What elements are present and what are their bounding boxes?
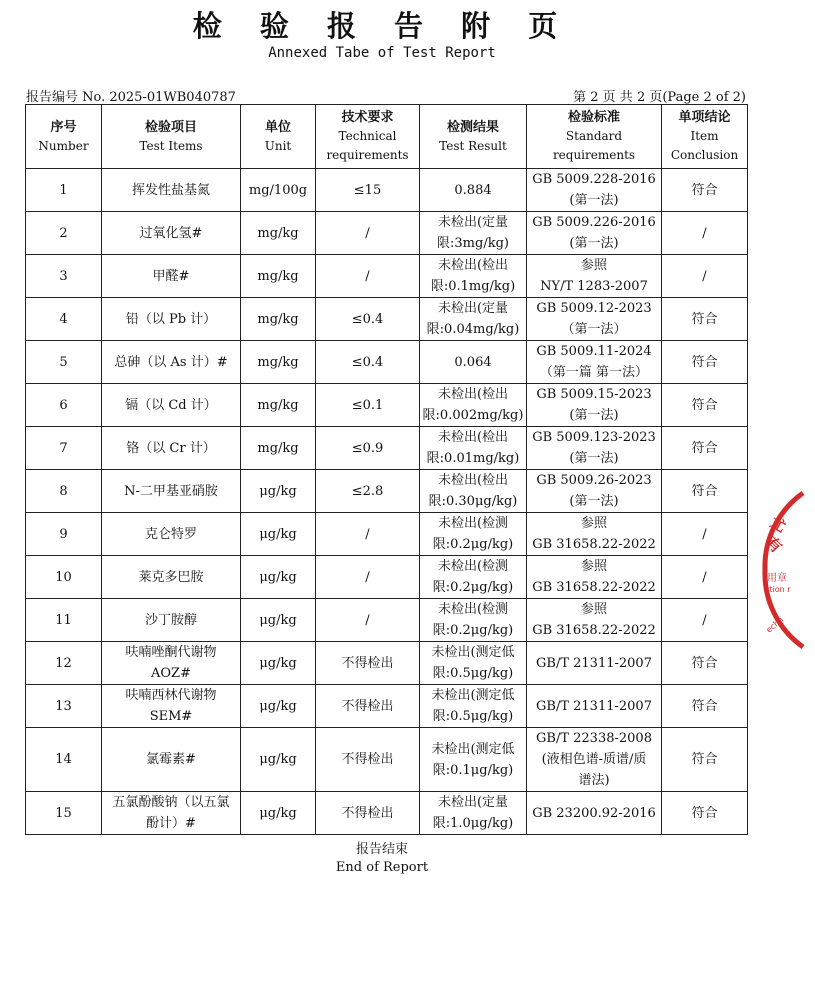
end-of-report-en: End of Report: [335, 860, 429, 875]
cell-number: 9: [26, 513, 102, 556]
cell-standard: GB 23200.92-2016: [527, 792, 662, 835]
cell-unit: μg/kg: [241, 599, 316, 642]
cell-result: 0.884: [420, 169, 527, 212]
cell-number: 3: [26, 255, 102, 298]
cell-standard: GB 5009.228-2016 (第一法): [527, 169, 662, 212]
cell-unit: mg/100g: [241, 169, 316, 212]
svg-text:尤: 尤: [767, 512, 790, 536]
cell-requirement: /: [316, 599, 420, 642]
cell-standard: GB/T 22338-2008 (液相色谱-质谱/质 谱法): [527, 728, 662, 792]
cell-standard: GB 5009.15-2023 (第一法): [527, 384, 662, 427]
cell-requirement: /: [316, 255, 420, 298]
cell-standard: GB 5009.26-2023 (第一法): [527, 470, 662, 513]
cell-requirement: ≤0.4: [316, 341, 420, 384]
cell-requirement: ≤0.1: [316, 384, 420, 427]
end-of-report-zh: 报告结束: [355, 842, 408, 857]
cell-standard: GB 5009.11-2024 （第一篇 第一法）: [527, 341, 662, 384]
table-row: [26, 513, 748, 556]
cell-result: 未检出(检出 限:0.1mg/kg): [420, 255, 527, 298]
report-number: 报告编号 No. 2025-01WB040787: [26, 90, 236, 105]
table-header-row: [26, 105, 748, 169]
cell-requirement: ≤0.9: [316, 427, 420, 470]
cell-standard: 参照 GB 31658.22-2022: [527, 599, 662, 642]
cell-requirement: ≤15: [316, 169, 420, 212]
cell-test-item: 挥发性盐基氮: [102, 169, 241, 212]
cell-number: 15: [26, 792, 102, 835]
table-row: [26, 642, 748, 685]
cell-number: 6: [26, 384, 102, 427]
cell-result: 未检出(测定低 限:0.1μg/kg): [420, 728, 527, 792]
cell-result: 未检出(定量 限:1.0μg/kg): [420, 792, 527, 835]
report-title: 检 验 报 告 附 页: [192, 9, 572, 43]
col-test-items: 检验项目 Test Items: [102, 105, 241, 169]
table-row: [26, 298, 748, 341]
cell-test-item: 过氧化氢#: [102, 212, 241, 255]
seal-stamp: [755, 485, 815, 655]
cell-conclusion: 符合: [662, 642, 748, 685]
cell-unit: μg/kg: [241, 685, 316, 728]
cell-result: 未检出(测定低 限:0.5μg/kg): [420, 642, 527, 685]
cell-standard: 参照 GB 31658.22-2022: [527, 513, 662, 556]
cell-conclusion: /: [662, 556, 748, 599]
col-standard: 检验标准 Standard requirements: [527, 105, 662, 169]
cell-test-item: 甲醛#: [102, 255, 241, 298]
svg-text:有: 有: [762, 533, 786, 557]
cell-requirement: 不得检出: [316, 685, 420, 728]
cell-conclusion: 符合: [662, 792, 748, 835]
cell-standard: 参照 GB 31658.22-2022: [527, 556, 662, 599]
table-row: [26, 341, 748, 384]
cell-conclusion: /: [662, 513, 748, 556]
cell-conclusion: 符合: [662, 728, 748, 792]
cell-result: 未检出(检出 限:0.30μg/kg): [420, 470, 527, 513]
cell-result: 未检出(定量 限:3mg/kg): [420, 212, 527, 255]
cell-result: 未检出(检出 限:0.002mg/kg): [420, 384, 527, 427]
cell-result: 未检出(检测 限:0.2μg/kg): [420, 556, 527, 599]
cell-test-item: 沙丁胺醇: [102, 599, 241, 642]
cell-standard: GB 5009.123-2023 (第一法): [527, 427, 662, 470]
cell-requirement: ≤2.8: [316, 470, 420, 513]
cell-number: 1: [26, 169, 102, 212]
cell-standard: GB 5009.12-2023 （第一法）: [527, 298, 662, 341]
cell-number: 13: [26, 685, 102, 728]
cell-requirement: ≤0.4: [316, 298, 420, 341]
page-info: 第 2 页 共 2 页(Page 2 of 2): [573, 90, 746, 105]
cell-conclusion: /: [662, 212, 748, 255]
cell-result: 未检出(检测 限:0.2μg/kg): [420, 599, 527, 642]
cell-conclusion: 符合: [662, 685, 748, 728]
cell-unit: μg/kg: [241, 642, 316, 685]
cell-conclusion: 符合: [662, 298, 748, 341]
cell-unit: μg/kg: [241, 513, 316, 556]
cell-unit: mg/kg: [241, 298, 316, 341]
cell-result: 未检出(测定低 限:0.5μg/kg): [420, 685, 527, 728]
cell-number: 14: [26, 728, 102, 792]
cell-test-item: 铅（以 Pb 计）: [102, 298, 241, 341]
table-row: [26, 556, 748, 599]
cell-test-item: 氯霉素#: [102, 728, 241, 792]
cell-number: 11: [26, 599, 102, 642]
cell-requirement: 不得检出: [316, 792, 420, 835]
cell-unit: μg/kg: [241, 556, 316, 599]
cell-conclusion: 符合: [662, 169, 748, 212]
cell-requirement: 不得检出: [316, 642, 420, 685]
table-row: [26, 792, 748, 835]
cell-standard: 参照 NY/T 1283-2007: [527, 255, 662, 298]
cell-conclusion: 符合: [662, 384, 748, 427]
cell-conclusion: /: [662, 599, 748, 642]
test-results-table: [25, 104, 748, 835]
table-row: [26, 255, 748, 298]
cell-requirement: /: [316, 556, 420, 599]
cell-number: 7: [26, 427, 102, 470]
cell-unit: μg/kg: [241, 792, 316, 835]
table-row: [26, 728, 748, 792]
cell-requirement: /: [316, 513, 420, 556]
cell-unit: mg/kg: [241, 212, 316, 255]
stamp-text-2: ction r: [765, 585, 791, 594]
col-conclusion: 单项结论 Item Conclusion: [662, 105, 748, 169]
cell-test-item: 克仑特罗: [102, 513, 241, 556]
cell-result: 未检出(定量 限:0.04mg/kg): [420, 298, 527, 341]
cell-requirement: 不得检出: [316, 728, 420, 792]
cell-number: 12: [26, 642, 102, 685]
cell-test-item: 莱克多巴胺: [102, 556, 241, 599]
col-unit: 单位 Unit: [241, 105, 316, 169]
table-row: [26, 427, 748, 470]
cell-test-item: 五氯酚酸钠（以五氯 酚计）#: [102, 792, 241, 835]
cell-unit: mg/kg: [241, 341, 316, 384]
cell-number: 8: [26, 470, 102, 513]
cell-conclusion: /: [662, 255, 748, 298]
cell-conclusion: 符合: [662, 470, 748, 513]
cell-unit: μg/kg: [241, 728, 316, 792]
cell-conclusion: 符合: [662, 427, 748, 470]
cell-unit: mg/kg: [241, 427, 316, 470]
cell-requirement: /: [316, 212, 420, 255]
cell-standard: GB/T 21311-2007: [527, 642, 662, 685]
cell-unit: mg/kg: [241, 255, 316, 298]
cell-number: 5: [26, 341, 102, 384]
cell-test-item: 铬（以 Cr 计）: [102, 427, 241, 470]
cell-result: 0.064: [420, 341, 527, 384]
cell-result: 未检出(检测 限:0.2μg/kg): [420, 513, 527, 556]
cell-number: 4: [26, 298, 102, 341]
cell-standard: GB/T 21311-2007: [527, 685, 662, 728]
cell-conclusion: 符合: [662, 341, 748, 384]
stamp-text-1: 用章: [767, 573, 787, 584]
cell-test-item: 呋喃西林代谢物 SEM#: [102, 685, 241, 728]
cell-standard: GB 5009.226-2016 (第一法): [527, 212, 662, 255]
cell-number: 2: [26, 212, 102, 255]
table-row: [26, 384, 748, 427]
cell-test-item: 总砷（以 As 计）#: [102, 341, 241, 384]
table-row: [26, 470, 748, 513]
cell-result: 未检出(检出 限:0.01mg/kg): [420, 427, 527, 470]
cell-test-item: 呋喃唑酮代谢物 AOZ#: [102, 642, 241, 685]
table-row: [26, 169, 748, 212]
cell-unit: μg/kg: [241, 470, 316, 513]
cell-unit: mg/kg: [241, 384, 316, 427]
cell-test-item: N-二甲基亚硝胺: [102, 470, 241, 513]
col-test-result: 检测结果 Test Result: [420, 105, 527, 169]
cell-number: 10: [26, 556, 102, 599]
report-subtitle: Annexed Tabe of Test Report: [268, 45, 496, 61]
table-row: [26, 212, 748, 255]
table-row: [26, 599, 748, 642]
cell-test-item: 镉（以 Cd 计）: [102, 384, 241, 427]
stamp-text-3: echn: [764, 615, 786, 635]
table-row: [26, 685, 748, 728]
col-technical-requirements: 技术要求 Technical requirements: [316, 105, 420, 169]
col-number: 序号 Number: [26, 105, 102, 169]
